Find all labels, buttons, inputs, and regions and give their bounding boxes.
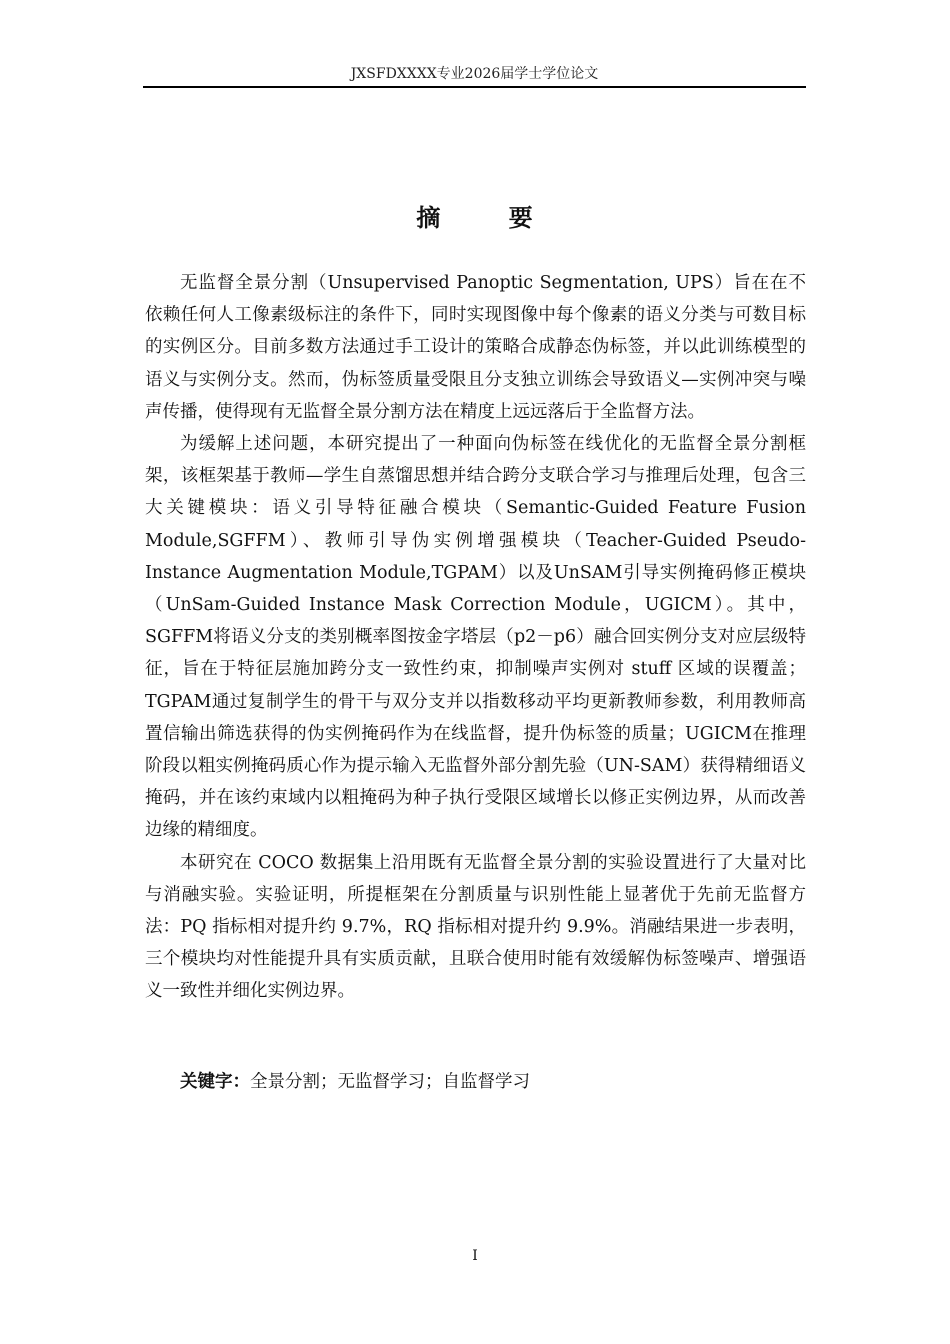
keywords-text: 全景分割；无监督学习；自监督学习: [250, 1072, 530, 1092]
page-number: I: [472, 1248, 478, 1264]
header-rule: [143, 86, 806, 88]
page-title: 摘 要: [416, 204, 563, 232]
abstract-body: [145, 267, 806, 1008]
keywords-line: [145, 1066, 806, 1098]
running-header: JXSFDXXXX专业2026届学士学位论文: [350, 66, 599, 82]
keywords-label: 关键字：: [180, 1072, 250, 1092]
abstract-paragraph-2: 为缓解上述问题，本研究提出了一种面向伪标签在线优化的无监督全景分割框架，该框架基于教师—学生自蒸馏思想并结合跨分支联合学习与推理后处理，包含三大关键模块：语义引导特征融合模块（Semantic-Guided Feature Fusion Module,SGFFM）、教师引导伪实例增强模块（Teacher-Guided Pseudo-Instance Augmentation Module,TGPAM）以及UnSAM引导实例掩码修正模块（UnSam-Guided Instance Mask Correction Module，UGICM）。其中，SGFFM将语义分支的类别概率图按金字塔层（p2－p6）融合回实例分支对应层级特征，旨在于特征层施加跨分支一致性约束，抑制噪声实例对 stuff 区域的误覆盖；TGPAM通过复制学生的骨干与双分支并以指数移动平均更新教师参数，利用教师高置信输出筛选获得的伪实例掩码作为在线监督，提升伪标签的质量；UGICM在推理阶段以粗实例掩码质心作为提示输入无监督外部分割先验（UN-SAM）获得精细语义掩码，并在该约束域内以粗掩码为种子执行受限区域增长以修正实例边界，从而改善边缘的精细度。: [145, 434, 806, 841]
abstract-paragraph-3: 本研究在 COCO 数据集上沿用既有无监督全景分割的实验设置进行了大量对比与消融实验。实验证明，所提框架在分割质量与识别性能上显著优于先前无监督方法：PQ 指标相对提升约 9.7%，RQ 指标相对提升约 9.9%。消融结果进一步表明，三个模块均对性能提升具有实质贡献，且联合使用时能有效缓解伪标签噪声、增强语义一致性并细化实例边界。: [145, 852, 806, 1002]
abstract-paragraph-1: 无监督全景分割（Unsupervised Panoptic Segmentation, UPS）旨在在不依赖任何人工像素级标注的条件下，同时实现图像中每个像素的语义分类与可数目标的实例区分。目前多数方法通过手工设计的策略合成静态伪标签，并以此训练模型的语义与实例分支。然而，伪标签质量受限且分支独立训练会导致语义—实例冲突与噪声传播，使得现有无监督全景分割方法在精度上远远落后于全监督方法。: [145, 273, 806, 422]
